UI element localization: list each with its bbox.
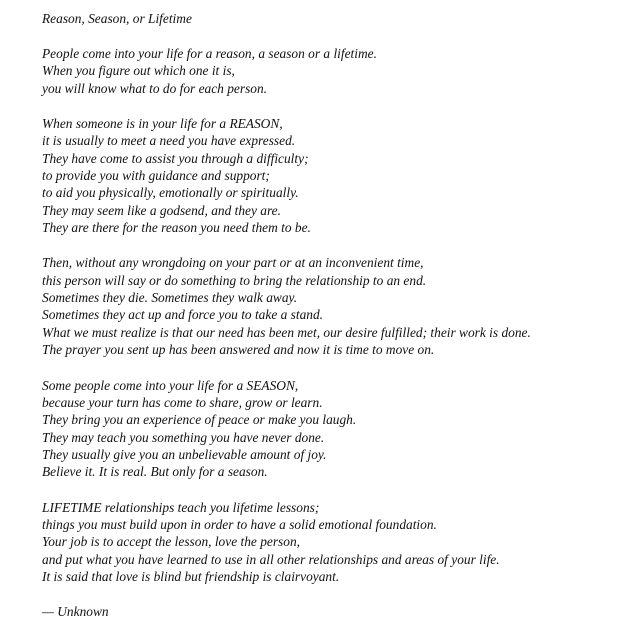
poem-line: this person will say or do something to bring the relationship to an end. <box>42 272 427 288</box>
poem-title: Reason, Season, or Lifetime <box>42 11 192 26</box>
poem-line: to aid you physically, emotionally or spiritually. <box>42 185 299 201</box>
poem-line: things you must build upon in order to have a solid emotional foundation. <box>42 516 437 532</box>
stanza-reason <box>42 115 612 236</box>
poem-line: because your turn has come to share, grow or learn. <box>42 394 323 410</box>
poem-line: Sometimes they act up and force you to take a stand. <box>42 307 324 323</box>
poem-line: What we must realize is that our need has been met, our desire fulfilled; their work is done. <box>42 324 531 340</box>
poem-line: They usually give you an unbelievable amount of joy. <box>42 446 327 462</box>
poem-line: Sometimes they die. Sometimes they walk away. <box>42 290 298 306</box>
stanza-ending <box>42 254 612 358</box>
stanza-season <box>42 377 612 481</box>
poem-line: Your job is to accept the lesson, love the person, <box>42 534 300 550</box>
poem-line: People come into your life for a reason, a season or a lifetime. <box>42 46 377 61</box>
poem-line: They have come to assist you through a difficulty; <box>42 150 309 166</box>
document-page <box>42 10 612 620</box>
poem-line: Some people come into your life for a SEASON, <box>42 377 299 393</box>
poem-line: When someone is in your life for a REASON, <box>42 116 283 132</box>
poem-line: you will know what to do for each person. <box>42 80 268 96</box>
poem-line: to provide you with guidance and support; <box>42 168 270 184</box>
stanza-intro <box>42 45 612 97</box>
poem-line: They bring you an experience of peace or make you laugh. <box>42 412 357 428</box>
poem-line: The prayer you sent up has been answered and now it is time to move on. <box>42 342 435 358</box>
poem-line: LIFETIME relationships teach you lifetime lessons; <box>42 499 320 515</box>
poem-line: They are there for the reason you need them to be. <box>42 220 311 236</box>
author-signoff: — Unknown <box>42 604 109 620</box>
stanza-lifetime <box>42 499 612 586</box>
poem-line: They may teach you something you have never done. <box>42 429 325 445</box>
poem-line: It is said that love is blind but friendship is clairvoyant. <box>42 568 340 584</box>
poem-line: They may seem like a godsend, and they are. <box>42 202 281 218</box>
poem-line: it is usually to meet a need you have expressed. <box>42 133 296 149</box>
poem-line: When you figure out which one it is, <box>42 63 235 79</box>
poem-line: Then, without any wrongdoing on your part or at an inconvenient time, <box>42 255 424 271</box>
poem-line: Believe it. It is real. But only for a season. <box>42 464 268 480</box>
poem-line: and put what you have learned to use in all other relationships and areas of your life. <box>42 551 500 567</box>
